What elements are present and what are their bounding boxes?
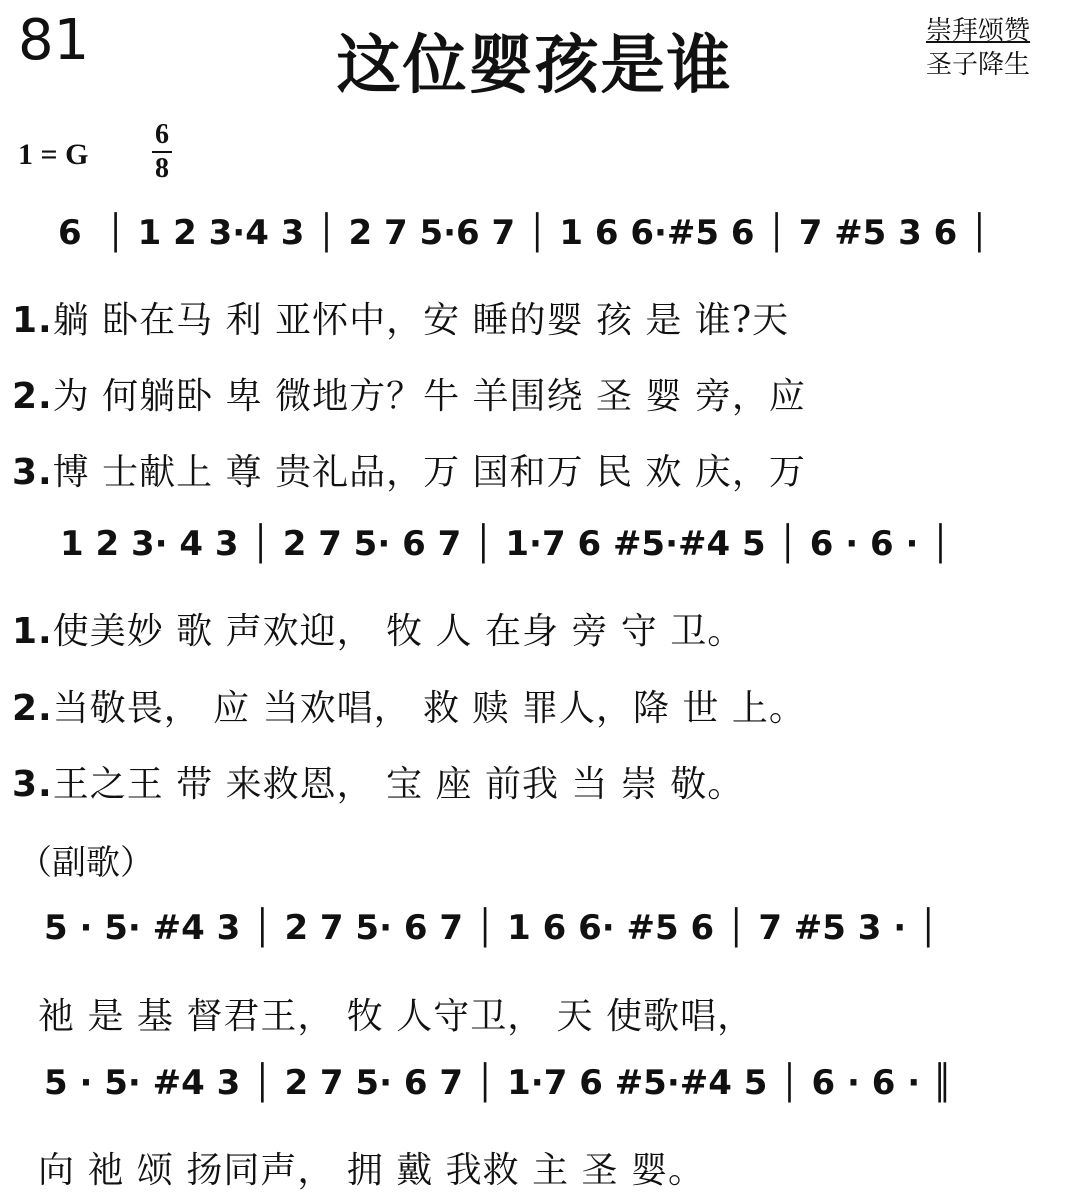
lyric-verse-3a bbox=[12, 444, 1062, 495]
chorus-lyric-2: 向 祂 颂 扬同声， 拥 戴 我救 主 圣 婴。 bbox=[38, 1150, 705, 1191]
notation-text: 5 · 5· #4 3 │ 2 7 5· 6 7 │ 1 6 6· #5 6 │ 7 #5 3 · │ bbox=[44, 908, 939, 948]
key-signature: 1 = G bbox=[18, 138, 89, 171]
lyric-text: 当敬畏， 应 当欢唱， 救 赎 罪人，降 世 上。 bbox=[52, 688, 806, 729]
verse-number: 2. bbox=[12, 376, 53, 417]
chorus-lyric-1: 祂 是 基 督君王， 牧 人守卫， 天 使歌唱， bbox=[38, 996, 755, 1037]
lyric-verse-2a bbox=[12, 368, 1062, 419]
lyric-text: 博 士献上 尊 贵礼品，万 国和万 民 欢 庆，万 bbox=[52, 452, 806, 493]
time-top: 6 bbox=[155, 119, 169, 150]
hymn-number: 81 bbox=[18, 8, 90, 73]
verse-number: 3. bbox=[12, 452, 53, 493]
verse-number: 1. bbox=[12, 611, 53, 652]
music-line-2 bbox=[0, 516, 1069, 576]
chorus-label: （副歌） bbox=[18, 843, 154, 883]
lyric-text: 使美妙 歌 声欢迎， 牧 人 在身 旁 守 卫。 bbox=[52, 611, 745, 652]
music-line-4 bbox=[0, 1055, 1069, 1115]
hymn-title: 这位婴孩是谁 bbox=[336, 28, 733, 103]
verse-number: 1. bbox=[12, 300, 53, 341]
notation-text: 6 │ 1 2 3·4 3 │ 2 7 5·6 7 │ 1 6 6·#5 6 │ 7 #5 3 6 │ bbox=[58, 213, 990, 253]
lyric-text: 躺 卧在马 利 亚怀中，安 睡的婴 孩 是 谁?天 bbox=[52, 300, 790, 341]
verse-number: 3. bbox=[12, 764, 53, 805]
lyric-verse-2b bbox=[12, 680, 1062, 731]
music-line-1 bbox=[0, 205, 1069, 265]
lyric-verse-1a bbox=[12, 292, 1062, 343]
notation-text: 1 2 3· 4 3 │ 2 7 5· 6 7 │ 1·7 6 #5·#4 5 │ 6 · 6 · │ bbox=[60, 524, 951, 564]
hymn-subcategory: 圣子降生 bbox=[926, 50, 1031, 80]
lyric-text: 为 何躺卧 卑 微地方？牛 羊围绕 圣 婴 旁，应 bbox=[52, 376, 806, 417]
verse-number: 2. bbox=[12, 688, 53, 729]
lyric-verse-3b bbox=[12, 756, 1062, 807]
music-line-3 bbox=[0, 900, 1069, 960]
hymn-category: 崇拜颂赞 bbox=[926, 16, 1031, 46]
lyric-verse-1b bbox=[12, 603, 1062, 654]
time-signature bbox=[152, 120, 172, 184]
time-bottom: 8 bbox=[155, 153, 169, 184]
notation-text: 5 · 5· #4 3 │ 2 7 5· 6 7 │ 1·7 6 #5·#4 5 │ 6 · 6 · ║ bbox=[44, 1063, 953, 1103]
lyric-text: 王之王 带 来救恩， 宝 座 前我 当 崇 敬。 bbox=[52, 764, 745, 805]
